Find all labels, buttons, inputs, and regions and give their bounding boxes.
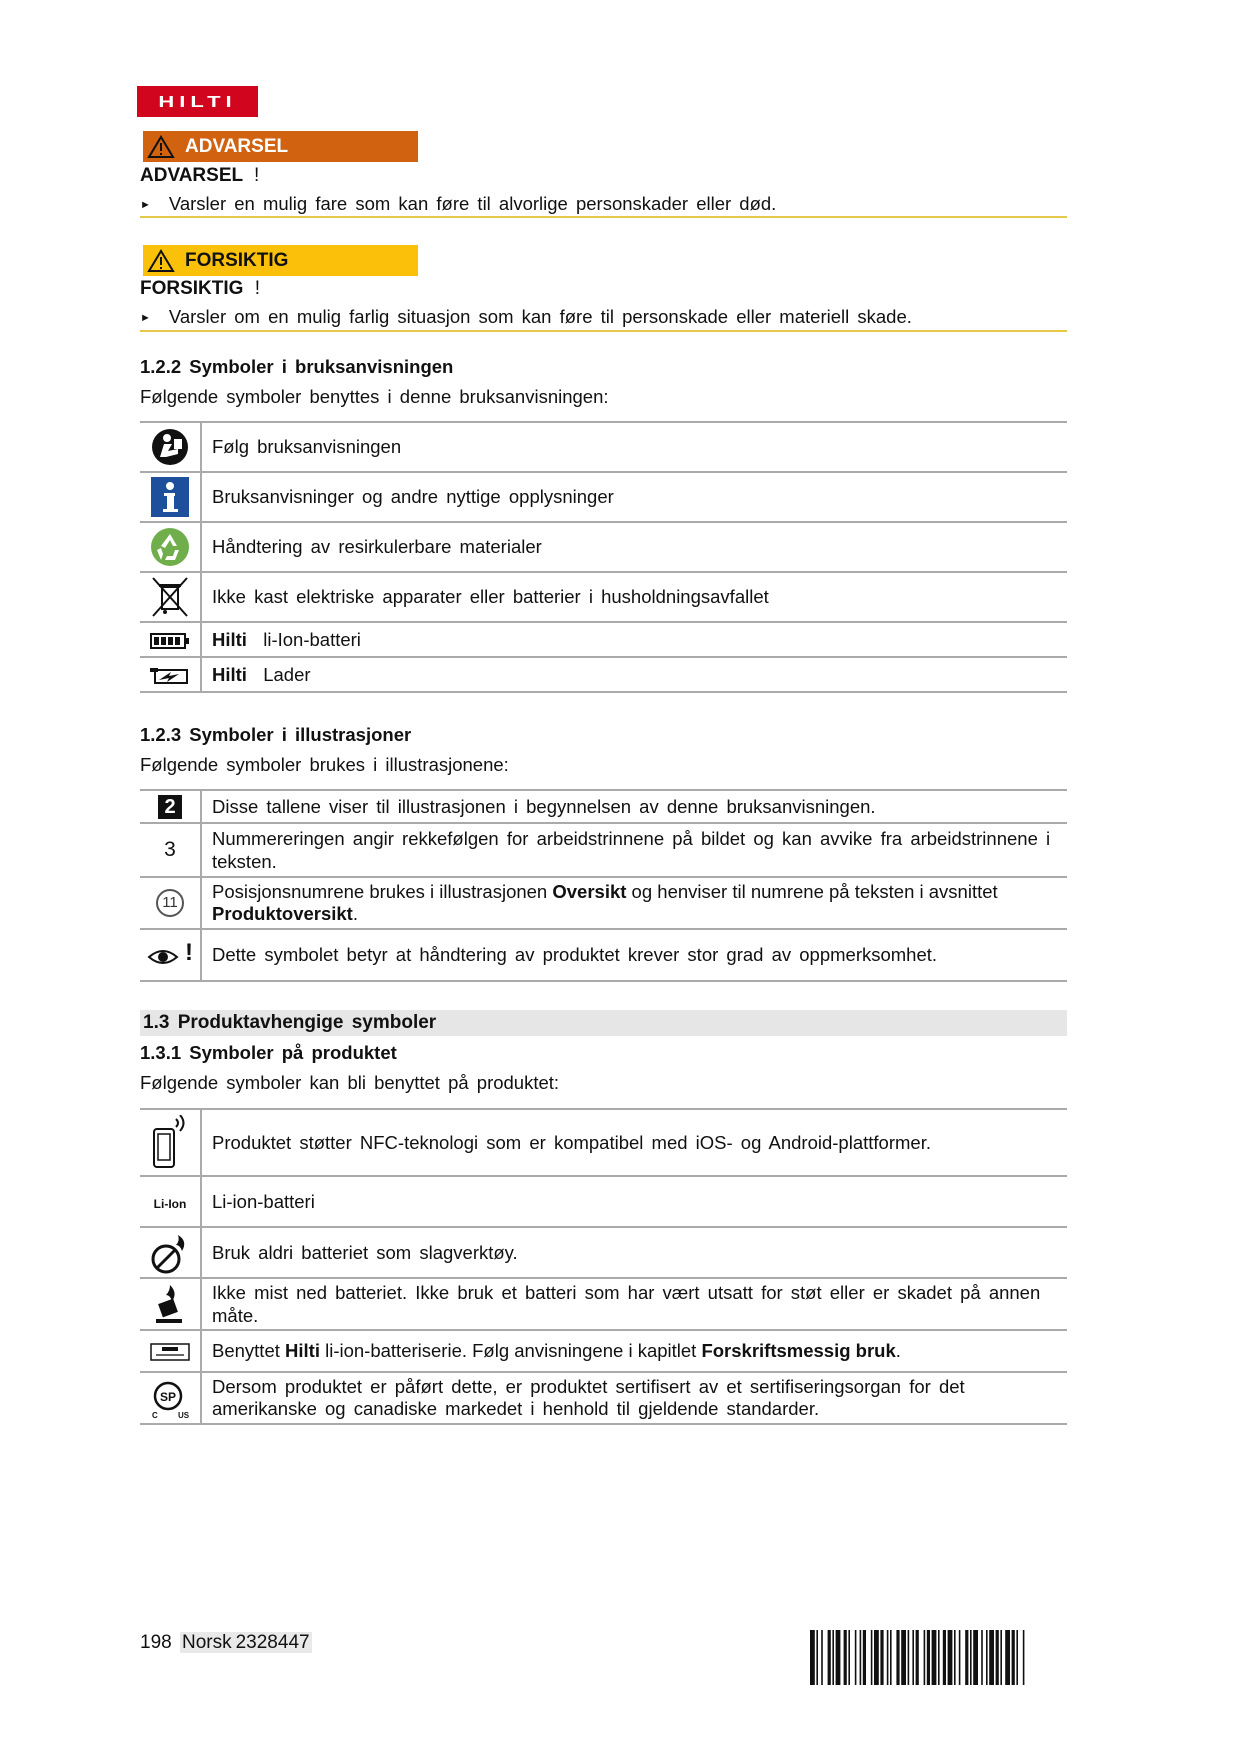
table-cell: Ikke kast elektriske apparater eller batterier i husholdningsavfallet [201,572,1067,622]
product-symbols-table [140,1108,1067,1425]
barcode-bar [901,1630,906,1685]
section-122-intro: Følgende symboler benyttes i denne bruksanvisningen: [140,386,609,407]
advarsel-bar [143,131,418,162]
barcode-bar [844,1630,847,1685]
hilti-logo [137,86,258,117]
bullet-icon: ► [140,199,151,211]
page-footer [140,1632,312,1654]
section-123-heading: 1.2.3 Symboler i illustrasjoner [140,724,412,745]
barcode-bar [832,1630,834,1685]
advarsel-bullet: ► Varsler en mulig fare som kan føre til alvorlige personskader eller død. [140,193,777,214]
barcode-bar [871,1630,873,1685]
section-131-intro: Følgende symboler kan bli benyttet på produktet: [140,1072,560,1093]
table-row [140,522,1067,572]
section-13-bar [140,1010,1067,1036]
barcode-bar [816,1630,818,1685]
barcode-bar [973,1630,978,1685]
barcode-bar [1016,1630,1018,1685]
table-cell: Hilti li-Ion-batteri [201,622,1067,657]
barcode-bar [1023,1630,1025,1685]
table-cell: Nummereringen angir rekkefølgen for arbeidstrinnene på bildet og kan avvike fra arbeidstrinnene i teksten. [201,823,1067,877]
crossed-bin-icon [150,575,190,619]
circled-number-icon: 11 [156,889,184,917]
barcode-bar [924,1630,926,1685]
section-122-heading: 1.2.2 Symboler i bruksanvisningen [140,356,454,377]
barcode-bar [828,1630,831,1685]
table-cell: Dette symbolet betyr at håndtering av produktet krever stor grad av oppmerksomhet. [201,929,1067,981]
table-row [140,657,1067,692]
advarsel-divider [140,216,1067,218]
section-123-intro: Følgende symboler brukes i illustrasjonene: [140,754,509,775]
table-cell: Håndtering av resirkulerbare materialer [201,522,1067,572]
table-cell: Benyttet Hilti li-ion-batteriserie. Følg anvisningene i kapitlet Forskriftsmessig bruk. [201,1330,1067,1372]
barcode-icon [810,1630,1067,1685]
no-hammer-battery-icon [150,1231,190,1275]
table-cell: Disse tallene viser til illustrasjonen i begynnelsen av denne bruksanvisningen. [201,790,1067,823]
barcode-bar [943,1630,946,1685]
barcode-bar [948,1630,953,1685]
barcode-bar [927,1630,930,1685]
section-131-heading: 1.3.1 Symboler på produktet [140,1042,397,1063]
barcode-bar [996,1630,999,1685]
section-13-heading: 1.3 Produktavhengige symboler [143,1012,437,1033]
number-box-icon: 2 [158,795,182,819]
barcode-bar [836,1630,841,1685]
number-icon: 3 [164,838,176,861]
csa-certification-icon [150,1376,190,1420]
barcode-bar [821,1630,823,1685]
barcode-bar [887,1630,889,1685]
table-row [140,472,1067,522]
table-row [140,1176,1067,1227]
table-row: ! Dette symbolet betyr at håndtering av produktet krever stor grad av oppmerksomhet. [140,929,1067,981]
barcode-bar [965,1630,968,1685]
barcode-bar [890,1630,892,1685]
manual-symbols-table [140,421,1067,693]
table-row [140,877,1067,929]
nfc-phone-icon [150,1115,190,1171]
svg-text:SP: SP [160,1390,177,1404]
hilti-battery-series-icon [150,1343,190,1361]
charger-icon [149,666,191,686]
barcode-bar [989,1630,994,1685]
table-row [140,1278,1067,1330]
table-row [140,790,1067,823]
table-cell: Dersom produktet er påført dette, er produktet sertifisert av et sertifiseringsorgan for det amerikanske og canadiske markedet i henhold til gjeldende standarder. [201,1372,1067,1424]
barcode-bar [959,1630,961,1685]
barcode-bar [981,1630,983,1685]
barcode-bar [932,1630,937,1685]
svg-text:US: US [178,1411,190,1420]
table-row [140,422,1067,472]
barcode-bar [954,1630,956,1685]
forsiktig-heading: FORSIKTIG ! [140,278,261,299]
barcode-bar [908,1630,910,1685]
barcode-bar [896,1630,899,1685]
table-row [140,823,1067,877]
barcode-bar [970,1630,972,1685]
forsiktig-bullet: ► Varsler om en mulig farlig situasjon som kan føre til personskade eller materiell skade. [140,306,912,327]
logo-text: HILTI [158,92,237,111]
forsiktig-bar-label: FORSIKTIG [185,249,289,271]
table-row [140,622,1067,657]
barcode-bar [1000,1630,1002,1685]
table-row [140,1330,1067,1372]
table-cell: Produktet støtter NFC-teknologi som er kompatibel med iOS- og Android-plattformer. [201,1109,1067,1176]
barcode-bar [874,1630,879,1685]
battery-icon [150,632,190,650]
barcode-bar [912,1630,914,1685]
barcode-bar [880,1630,883,1685]
page-number: 198 [140,1632,172,1653]
footer-doc-number: 2328447 [235,1632,310,1653]
warning-triangle-icon [147,249,175,273]
table-cell: Hilti Lader [201,657,1067,692]
no-drop-battery-icon [150,1281,190,1327]
table-row [140,1109,1067,1176]
forsiktig-bar [143,245,418,276]
advarsel-heading: ADVARSEL ! [140,165,260,186]
barcode-bar [1005,1630,1010,1685]
info-icon [150,476,190,518]
table-cell: Bruk aldri batteriet som slagverktøy. [201,1227,1067,1278]
barcode-bar [938,1630,940,1685]
read-manual-icon [150,427,190,467]
illustration-symbols-table [140,789,1067,982]
recycle-icon [149,526,191,568]
table-cell: Posisjonsnumrene brukes i illustrasjonen Oversikt og henviser til numrene på teksten i avsnittet Produktoversikt. [201,877,1067,929]
table-cell: Følg bruksanvisningen [201,422,1067,472]
barcode-bar [848,1630,850,1685]
bullet-icon: ► [140,312,151,324]
table-cell: Li-ion-batteri [201,1176,1067,1227]
forsiktig-divider [140,330,1067,332]
table-cell: Bruksanvisninger og andre nyttige opplysninger [201,472,1067,522]
barcode-bar [810,1630,815,1685]
table-row [140,1372,1067,1424]
advarsel-bar-label: ADVARSEL [185,135,289,157]
barcode-bar [986,1630,988,1685]
barcode-bar [1012,1630,1015,1685]
barcode-bar [855,1630,857,1685]
warning-triangle-icon [147,135,175,159]
barcode-bar [863,1630,866,1685]
table-row [140,1227,1067,1278]
li-ion-icon: Li-Ion [153,1196,187,1211]
table-cell: Ikke mist ned batteriet. Ikke bruk et batteri som har vært utsatt for støt eller er skadet på annen måte. [201,1278,1067,1330]
footer-language: Norsk [181,1632,232,1653]
barcode-bar [916,1630,919,1685]
svg-text:C: C [152,1411,158,1420]
table-row [140,572,1067,622]
barcode-bar [860,1630,862,1685]
